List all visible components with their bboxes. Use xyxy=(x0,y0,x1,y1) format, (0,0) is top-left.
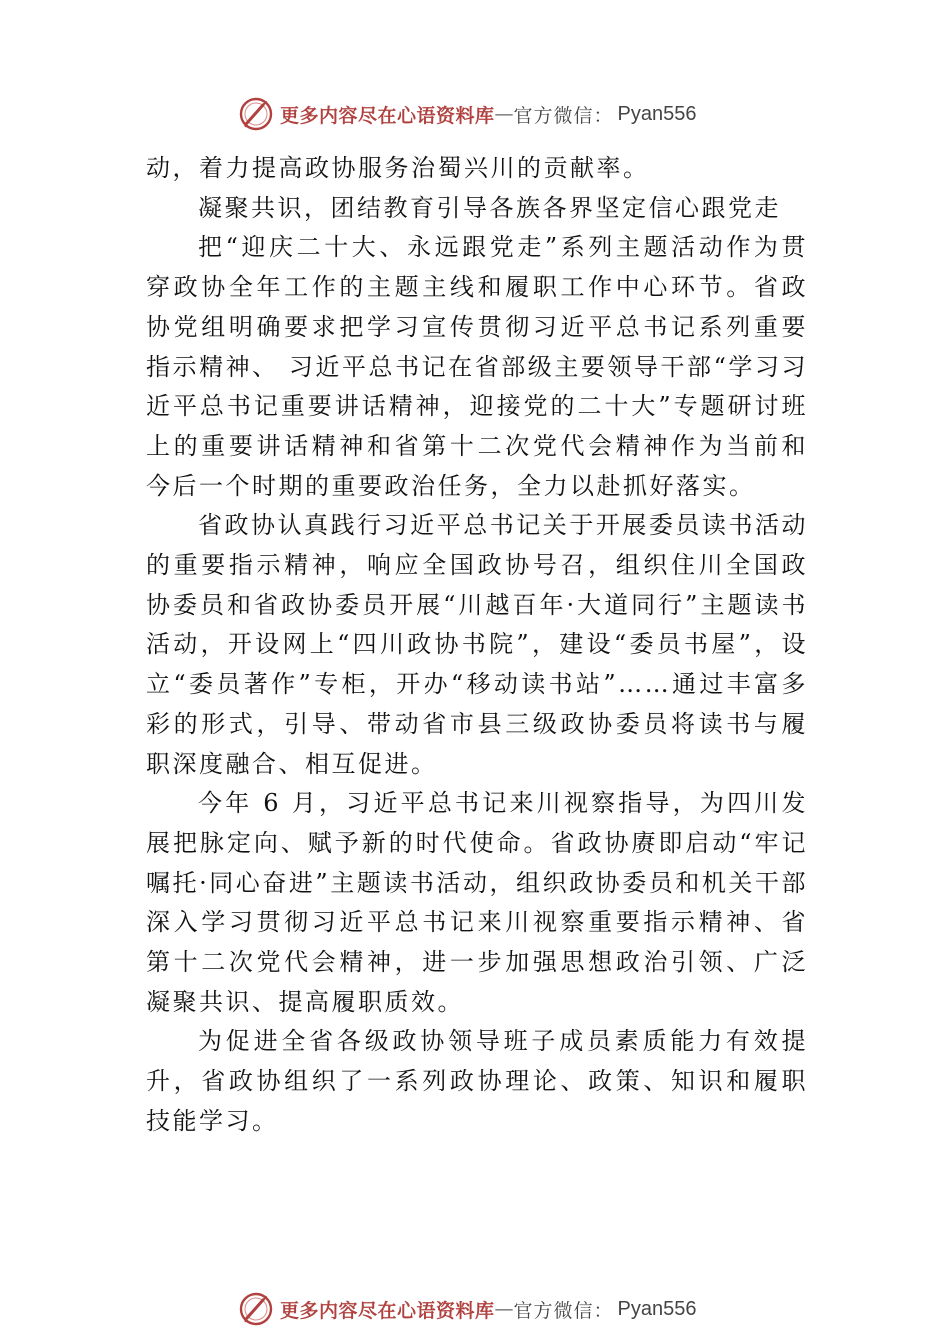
banner-library-text: 更多内容尽在心语资料库 xyxy=(280,1299,495,1322)
section-heading: 凝聚共识，团结教育引导各族各界坚定信心跟党走 xyxy=(198,193,781,222)
paragraph-continuation: 动，着力提高政协服务治蜀兴川的贡献率。 xyxy=(146,154,650,182)
paragraph: 今年 6 月，习近平总书记来川视察指导，为四川发展把脉定向、赋予新的时代使命。省政协赓即启动“牢记嘱托·同心奋进”主题读书活动，组织政协委员和机关干部深入学习贯彻习近平总书记来川视察重要指示精神、省第十二次党代会精神，进一步加强思想政治引领、广泛凝聚共识、提高履职质效。 xyxy=(146,789,808,1016)
banner-dash: — xyxy=(494,1298,514,1320)
paragraph: 把“迎庆二十大、永远跟党走”系列主题活动作为贯穿政协全年工作的主题主线和履职工作中心环节。省政协党组明确要求把学习宣传贯彻习近平总书记系列重要指示精神、 习近平总书记在省部级主要领导干部“学习习近平总书记重要讲话精神，迎接党的二十大”专题研讨班上的重要讲话精神和省第十二次党代会精神作为当前和今后一个时期的重要政治任务，全力以赴抓好落实。 xyxy=(146,233,808,500)
banner-official-label: 官方微信： xyxy=(513,1299,614,1322)
paragraph: 省政协认真践行习近平总书记关于开展委员读书活动的重要指示精神，响应全国政协号召，组织住川全国政协委员和省政协委员开展“川越百年·大道同行”主题读书活动，开设网上“四川政协书院”，建设“委员书屋”，设立“委员著作”专柜，开办“移动读书站”……通过丰富多彩的形式，引导、带动省市县三级政协委员将读书与履职深度融合、相互促进。 xyxy=(146,511,808,778)
brush-logo-icon xyxy=(238,96,274,132)
document-body xyxy=(146,149,808,1142)
paragraph: 为促进全省各级政协领导班子成员素质能力有效提升，省政协组织了一系列政协理论、政策、知识和履职技能学习。 xyxy=(146,1027,808,1135)
banner-wechat-id: Pyan556 xyxy=(617,1297,697,1320)
banner-library-text: 更多内容尽在心语资料库 xyxy=(280,104,495,127)
header-watermark-banner xyxy=(238,94,697,134)
banner-wechat-id: Pyan556 xyxy=(617,102,697,125)
footer-watermark-banner xyxy=(238,1289,697,1329)
banner-dash: — xyxy=(494,103,514,125)
banner-official-label: 官方微信： xyxy=(513,104,614,127)
brush-logo-icon xyxy=(238,1291,274,1327)
